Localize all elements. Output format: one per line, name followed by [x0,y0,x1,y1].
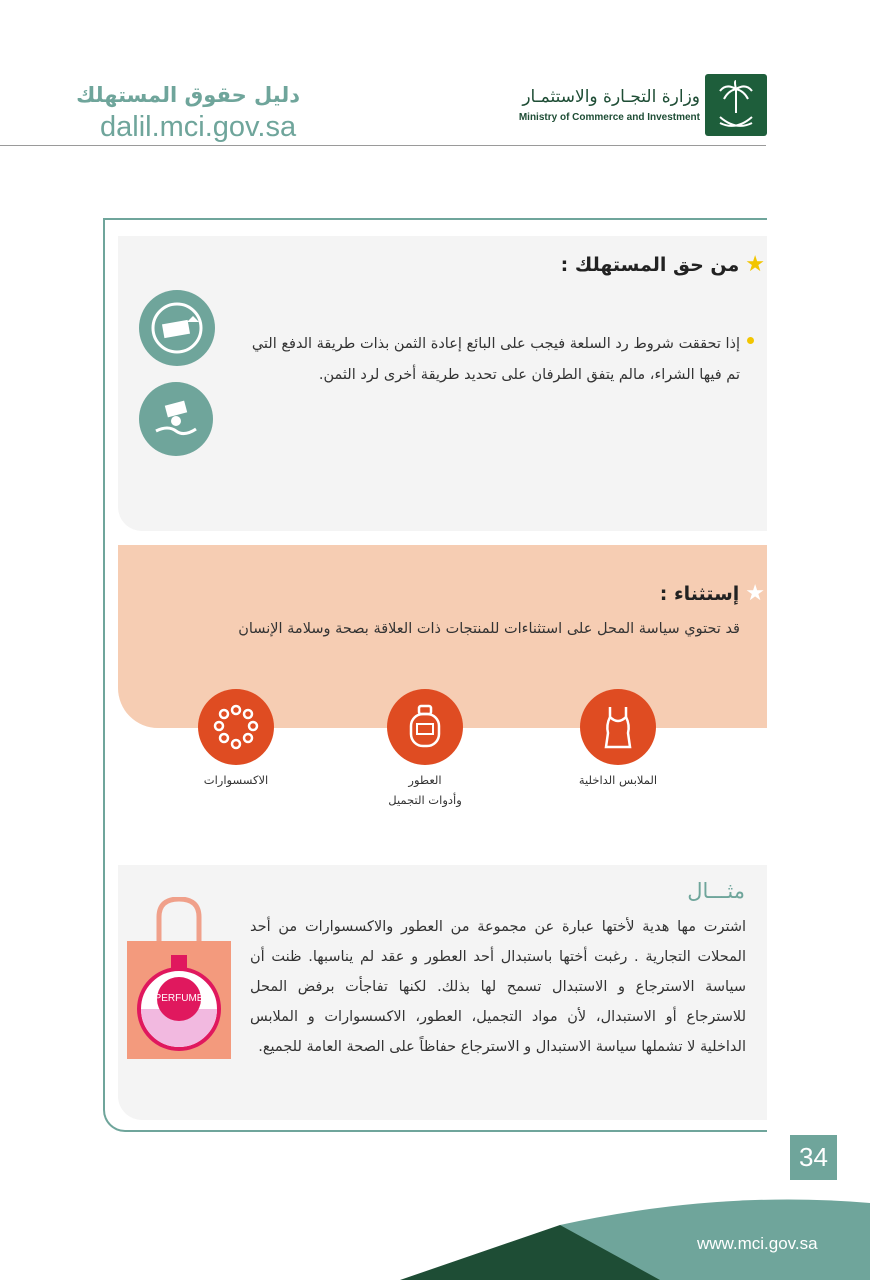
frame-top-line [103,218,767,220]
page-number: 34 [790,1135,837,1180]
refund-rule-text: إذا تحققت شروط رد السلعة فيجب على البائع إعادة الثمن بذات طريقة الدفع التي تم فيها الشراء، مالم يتفق الطرفان على تحديد طريقة أخرى لرد الثمن. [251,336,740,383]
guide-title: دليل حقوق المستهلك [76,83,300,107]
money-hand-icon [139,382,213,456]
underwear-icon [580,689,656,765]
consumer-right-heading [561,252,765,277]
guide-url[interactable]: dalil.mci.gov.sa [100,111,297,143]
exception-heading [660,581,765,606]
star-icon: ★ [745,252,765,277]
example-text: اشترت مها هدية لأختها عبارة عن مجموعة من العطور والاكسسوارات من أحد المحلات التجارية . رغبت أختها باستبدال أحد العطور و عقد لم يناسبها. ظنت أن سياسة الاسترجاع و الاستبدال تسمح لها بذلك. لكنها تفاجأت برفض المحل للاسترجاع أو الاستبدال، لأن مواد التجميل، العطور، الاكسسوارات و الملابس الداخلية لا تشملها سياسة الاستبدال و الاسترجاع حفاظاً على الصحة العامة للجميع. [250,919,746,1055]
perfume-bag-illustration [127,897,231,1059]
ministry-name-en: Ministry of Commerce and Investment [518,112,700,123]
accessories-label [176,770,296,790]
ministry-name-ar: وزارة التجـارة والاستثمـار [522,87,700,107]
item-label: الملابس الداخلية [578,773,658,787]
exception-text: قد تحتوي سياسة المحل على استثناءات للمنتجات ذات العلاقة بصحة وسلامة الإنسان [238,621,740,637]
underwear-label [558,770,678,790]
header-divider [0,145,766,146]
perfume-icon [387,689,463,765]
section-title: من حق المستهلك : [560,253,740,276]
necklace-icon [198,689,274,765]
ministry-logo [705,74,767,136]
cash-refund-icon [139,290,215,366]
bullet-icon [747,337,754,344]
star-icon: ★ [745,581,765,606]
item-label-line2: وأدوات التجميل [388,793,462,807]
item-label: الاكسسوارات [203,773,269,787]
palm-swords-icon [714,79,758,131]
exception-title: إستثناء : [659,582,740,605]
perfume-label [365,770,485,810]
example-title: مثـــال [687,879,745,903]
item-label: العطور [408,773,442,787]
footer-website[interactable]: www.mci.gov.sa [697,1234,818,1253]
bag-label: PERFUME [154,993,204,1004]
